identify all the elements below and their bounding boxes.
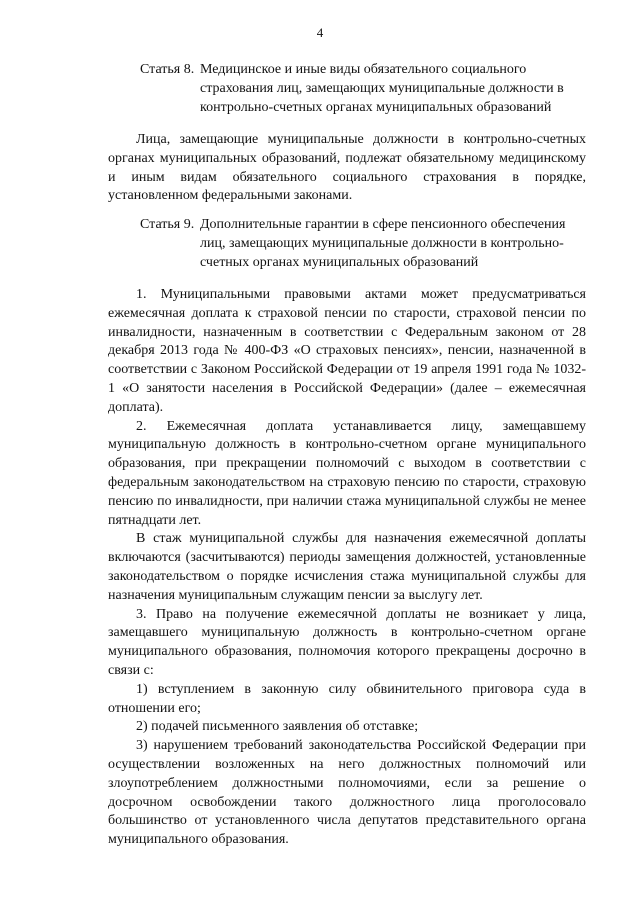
article-8-paragraph-1: Лица, замещающие муниципальные должности в контрольно-счетных органах муниципальных образований, подлежат обязательному медицинскому и иным видам обязательного социального страхования в порядке, установленном федеральными законами. (108, 132, 586, 204)
article-8-number: Статья 8. (140, 62, 195, 77)
page-number: 4 (316, 25, 324, 40)
article-9-title: Дополнительные гарантии в сфере пенсионного обеспечения лиц, замещающих муниципальные должности в контрольно-счетных органах муниципальных образований (200, 217, 566, 270)
article-9-list-item-1: 1) вступлением в законную силу обвинительного приговора суда в отношении его; (108, 681, 586, 716)
article-9-paragraph-2: 2. Ежемесячная доплата устанавливается лицу, замещавшему муниципальную должность в контрольно-счетном органе муниципального образования, при прекращении полномочий с выходом в соответствии с федеральным законодательством на страховую пенсию по старости, страховую пенсию по инвалидности, при наличии стажа муниципальной службы не менее пятнадцати лет. (108, 418, 586, 528)
article-9-paragraph-4: 3. Право на получение ежемесячной доплаты не возникает у лица, замещавшего муниципальную должность в контрольно-счетном органе муниципального образования, полномочия которого прекращены досрочно в связи с: (108, 606, 586, 678)
article-9-list-item-2: 2) подачей письменного заявления об отставке; (136, 719, 419, 735)
article-9-heading (140, 215, 586, 272)
article-9-number: Статья 9. (140, 217, 195, 232)
article-9-paragraph-1: 1. Муниципальными правовыми актами может предусматриваться ежемесячная доплата к страховой пенсии по старости, страховой пенсии по инвалидности, назначенным в соответствии с Федеральным законом от 28 декабря 2013 года № 400-ФЗ «О страховых пенсиях», пенсии, назначенной в соответствии с Законом Российской Федерации от 19 апреля 1991 года № 1032-1 «О занятости населения в Российской Федерации» (далее – ежемесячная доплата). (108, 287, 586, 415)
article-9-list-item-3: 3) нарушением требований законодательства Российской Федерации при осуществлении возложенных на него должностных полномочий или злоупотреблением должностными полномочиями, если за решение о досрочном освобождении такого должностного лица проголосовало большинство от установленного числа депутатов представительного органа муниципального образования. (108, 738, 586, 848)
article-8-title: Медицинское и иные виды обязательного социального страхования лиц, замещающих муниципальные должности в контрольно-счетных органах муниципальных образований (200, 62, 564, 115)
article-9-body (108, 286, 586, 850)
article-8-body (108, 131, 586, 206)
article-9-paragraph-3: В стаж муниципальной службы для назначения ежемесячной доплаты включаются (засчитываются) периоды замещения должностей, установленные законодательством о порядке исчисления стажа муниципальной службы для назначения муниципальным служащим пенсии за выслугу лет. (108, 531, 586, 603)
article-8-heading (140, 60, 586, 117)
